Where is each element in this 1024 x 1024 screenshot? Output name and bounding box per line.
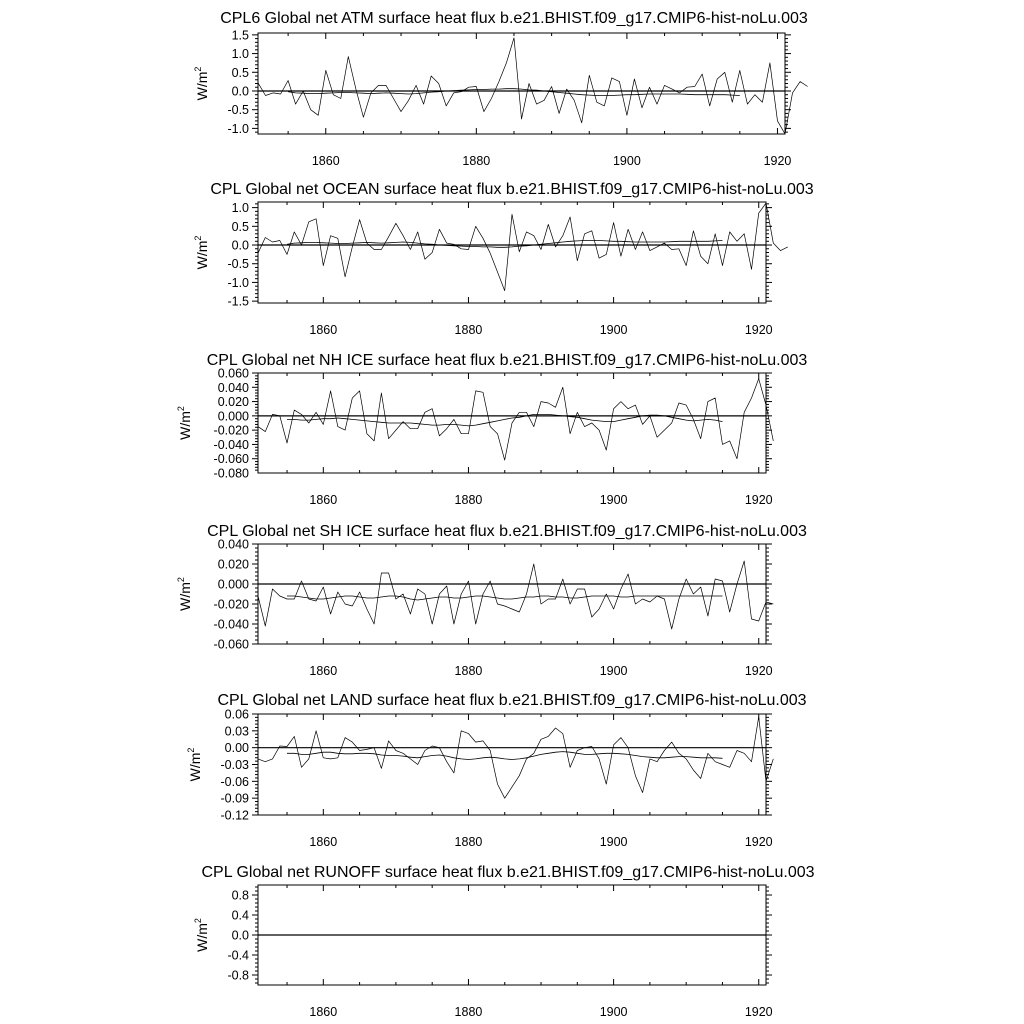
y-axis-title [193, 67, 210, 101]
y-tick-label: 0.020 [217, 395, 249, 410]
x-tick-label: 1900 [599, 835, 628, 849]
y-tick-label: -0.12 [220, 808, 249, 823]
y-tick-label: -0.020 [213, 423, 249, 438]
x-tick-label: 1920 [744, 493, 773, 507]
y-axis-title [176, 577, 193, 611]
chart-title: CPL6 Global net ATM surface heat flux b.e21.BHIST.f09_g17.CMIP6-hist-noLu.003 [220, 10, 808, 27]
chart-title: CPL Global net OCEAN surface heat flux b.e21.BHIST.f09_g17.CMIP6-hist-noLu.003 [210, 181, 814, 198]
x-tick-label: 1880 [454, 835, 483, 849]
y-tick-label: 0.00 [224, 741, 249, 756]
x-tick-label: 1880 [454, 1005, 483, 1019]
x-tick-label: 1880 [454, 493, 483, 507]
x-tick-label: 1860 [309, 493, 338, 507]
series-line-running-mean [287, 596, 723, 600]
x-tick-label: 1860 [309, 1005, 338, 1019]
plot-frame [258, 544, 766, 644]
y-tick-label: -1.5 [227, 294, 249, 309]
x-tick-label: 1860 [309, 323, 338, 337]
y-tick-label: -0.4 [227, 948, 249, 963]
y-tick-label: -0.060 [213, 452, 249, 467]
x-tick-label: 1900 [599, 493, 628, 507]
y-tick-label: -1.0 [227, 275, 249, 290]
x-tick-label: 1920 [763, 154, 792, 168]
y-tick-label: -0.020 [213, 597, 249, 612]
series-line-annual [258, 38, 808, 134]
y-tick-label: 0.0 [231, 84, 249, 99]
y-tick-label: 1.0 [231, 47, 249, 62]
y-tick-label: 0.4 [231, 908, 249, 923]
series-line-annual [258, 203, 788, 291]
x-tick-label: 1880 [462, 154, 491, 168]
x-tick-label: 1920 [744, 1005, 773, 1019]
y-tick-label: 0.0 [231, 238, 249, 253]
x-tick-label: 1900 [599, 323, 628, 337]
y-axis-title-unit: W/m [194, 923, 210, 952]
y-axis-title-unit: W/m [177, 582, 193, 611]
y-tick-label: 0.5 [231, 219, 249, 234]
y-tick-label: -0.080 [213, 466, 249, 481]
y-tick-label: 0.8 [231, 888, 249, 903]
y-tick-label: 1.0 [231, 201, 249, 216]
y-axis-title-exponent: 2 [193, 235, 203, 241]
chart-panel-1 [193, 10, 808, 168]
chart-panel-6 [193, 864, 815, 1019]
y-tick-label: 0.0 [231, 928, 249, 943]
y-tick-label: -0.06 [220, 774, 249, 789]
y-axis-title [193, 918, 210, 952]
y-tick-label: -0.03 [220, 758, 249, 772]
y-tick-label: -0.09 [220, 791, 249, 806]
x-tick-label: 1920 [744, 835, 773, 849]
chart-title: CPL Global net RUNOFF surface heat flux b.e21.BHIST.f09_g17.CMIP6-hist-noLu.003 [201, 864, 815, 881]
x-tick-label: 1880 [454, 664, 483, 678]
x-tick-label: 1900 [612, 154, 641, 168]
x-tick-label: 1880 [454, 323, 483, 337]
y-tick-label: 1.5 [231, 28, 249, 43]
chart-panel-3 [176, 352, 807, 507]
chart-panel-5 [186, 692, 807, 849]
chart-title: CPL Global net NH ICE surface heat flux b.e21.BHIST.f09_g17.CMIP6-hist-noLu.003 [206, 352, 808, 369]
y-tick-label: -0.040 [213, 437, 249, 452]
y-tick-label: 0.060 [217, 366, 249, 381]
y-tick-label: 0.000 [217, 409, 249, 424]
y-tick-label: 0.040 [217, 537, 249, 552]
series-line-running-mean [287, 752, 723, 760]
y-axis-title-exponent: 2 [193, 66, 203, 72]
y-axis-title-unit: W/m [194, 240, 210, 270]
chart-panel-2 [193, 181, 814, 337]
y-tick-label: 0.000 [217, 577, 249, 592]
y-axis-title-exponent: 2 [193, 918, 203, 924]
y-axis-title-unit: W/m [177, 411, 193, 440]
y-tick-label: -0.8 [227, 968, 249, 983]
chart-panel-4 [176, 523, 807, 678]
y-axis-title [186, 748, 203, 782]
x-tick-label: 1860 [309, 664, 338, 678]
y-tick-label: 0.040 [217, 380, 249, 395]
y-tick-label: 0.06 [224, 707, 249, 722]
series-line-annual [258, 379, 773, 460]
x-tick-label: 1900 [599, 1005, 628, 1019]
x-tick-label: 1860 [311, 154, 340, 168]
y-axis-title-exponent: 2 [186, 747, 196, 753]
y-tick-label: -0.5 [227, 103, 249, 118]
y-axis-title-exponent: 2 [176, 406, 186, 412]
y-axis-title-exponent: 2 [176, 577, 186, 583]
x-tick-label: 1920 [744, 323, 773, 337]
y-tick-label: -1.0 [227, 121, 249, 136]
y-tick-label: -0.040 [213, 617, 249, 632]
y-tick-label: -0.060 [213, 637, 249, 652]
x-tick-label: 1900 [599, 664, 628, 678]
y-tick-label: 0.03 [224, 724, 249, 739]
series-line-annual [258, 561, 773, 629]
y-axis-title-unit: W/m [194, 71, 210, 101]
chart-title: CPL Global net LAND surface heat flux b.e21.BHIST.f09_g17.CMIP6-hist-noLu.003 [217, 692, 807, 709]
y-axis-title [193, 236, 210, 270]
x-tick-label: 1920 [744, 664, 773, 678]
chart-title: CPL Global net SH ICE surface heat flux b.e21.BHIST.f09_g17.CMIP6-hist-noLu.003 [207, 523, 807, 540]
y-tick-label: 0.020 [217, 557, 249, 572]
y-axis-title [176, 406, 193, 440]
y-tick-label: -0.5 [227, 257, 249, 272]
y-tick-label: 0.5 [231, 65, 249, 80]
y-axis-title-unit: W/m [187, 752, 203, 782]
x-tick-label: 1860 [309, 835, 338, 849]
